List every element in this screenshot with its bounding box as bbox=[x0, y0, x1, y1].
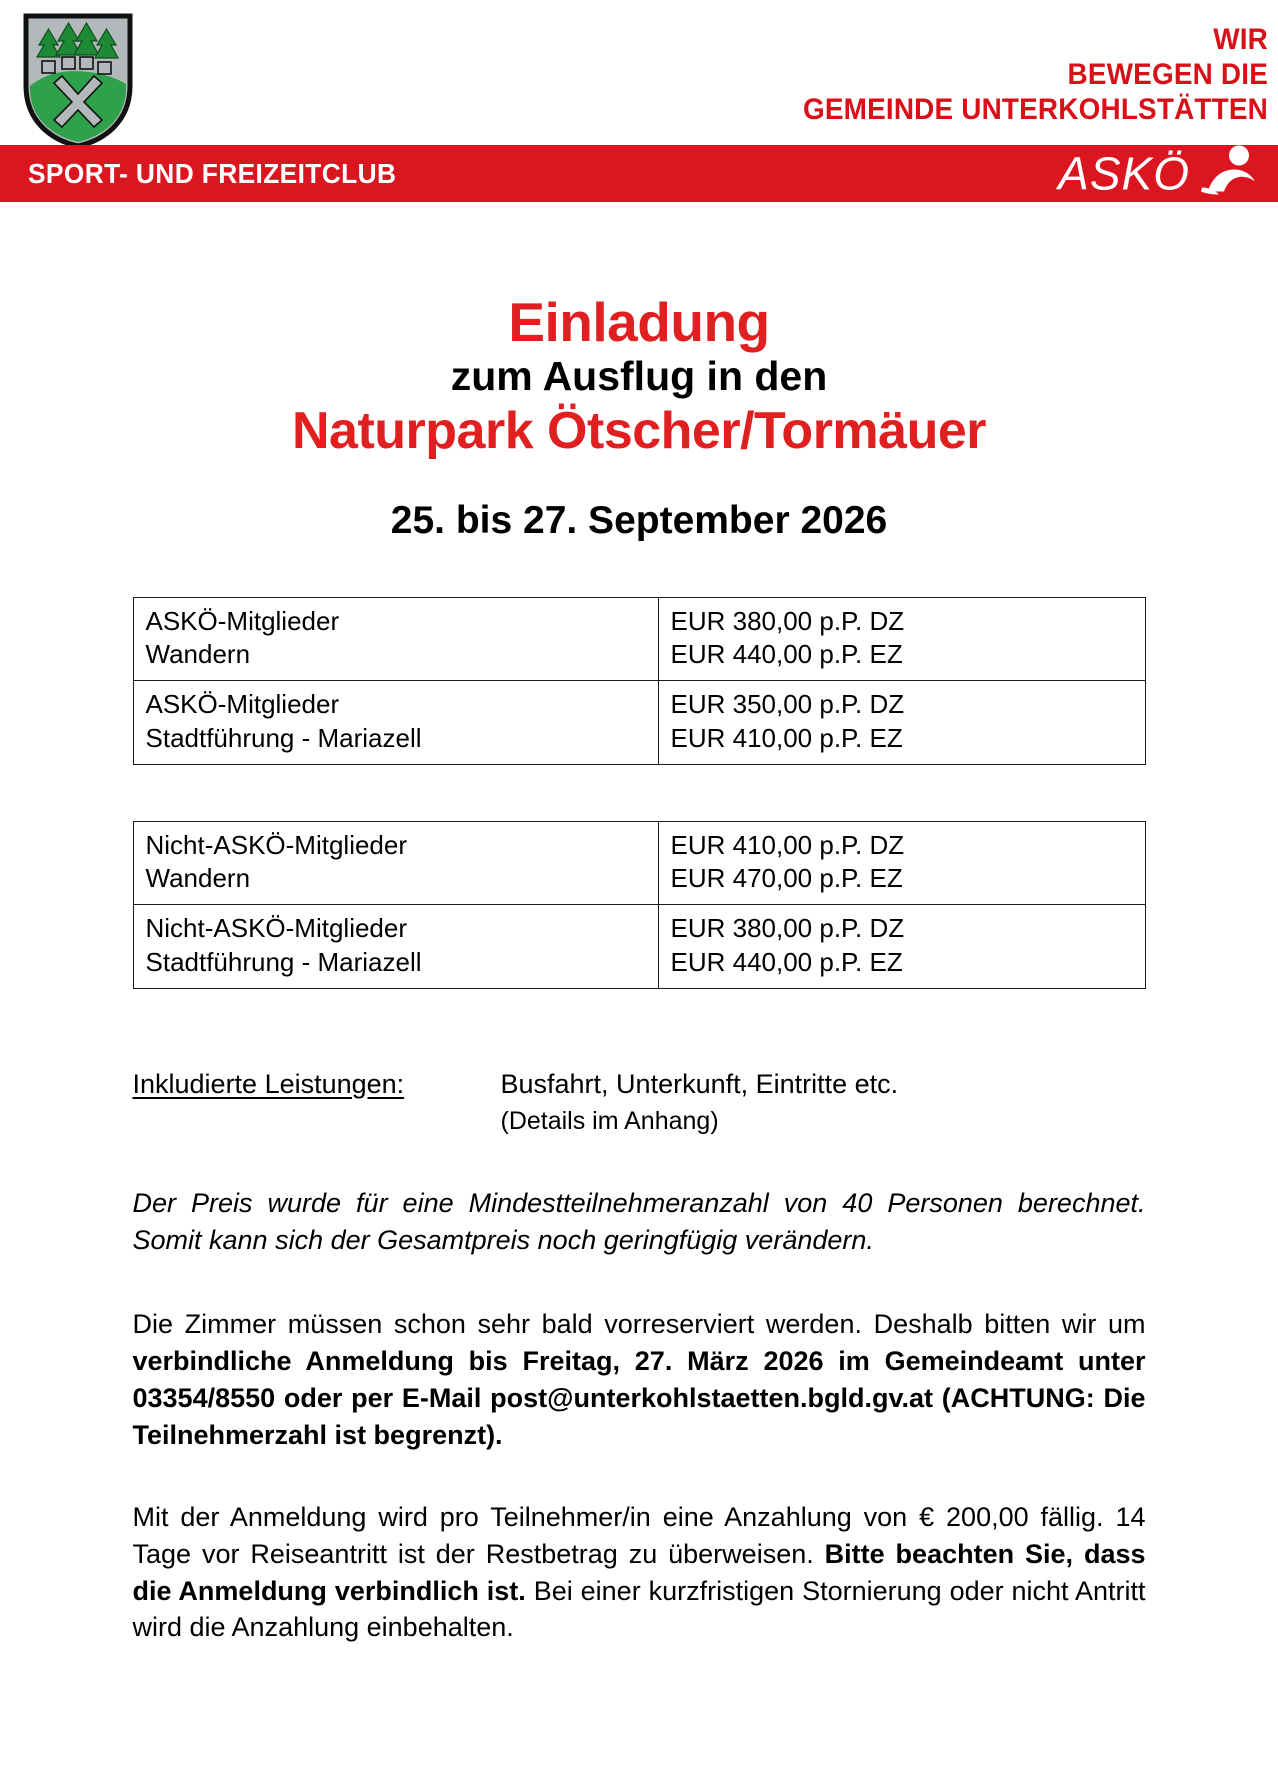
title-block bbox=[0, 291, 1278, 543]
activity-name: Wandern bbox=[145, 638, 251, 669]
deposit-text-tail: Bei einer kurzfristigen Stornierung oder nicht Antritt wird die Anzahlung einbehalten. bbox=[132, 1575, 1146, 1643]
price-calculation-note: Der Preis wurde für eine Mindestteilnehmeranzahl von 40 Personen berechnet. Somit kann sich der Gesamtpreis noch geringfügig verändern. bbox=[132, 1188, 1146, 1255]
price-cell bbox=[658, 821, 1145, 905]
price-single-room: EUR 470,00 p.P. EZ bbox=[670, 863, 903, 894]
price-double-room: EUR 380,00 p.P. DZ bbox=[670, 605, 905, 636]
member-group-cell bbox=[133, 681, 658, 765]
included-services-note: (Details im Anhang) bbox=[500, 1107, 719, 1136]
price-single-room: EUR 410,00 p.P. EZ bbox=[670, 722, 903, 753]
member-group-cell bbox=[133, 821, 658, 905]
table-row bbox=[133, 681, 1145, 765]
price-double-room: EUR 350,00 p.P. DZ bbox=[670, 689, 905, 720]
activity-name: Stadtführung - Mariazell bbox=[145, 946, 422, 977]
activity-name: Wandern bbox=[145, 863, 251, 894]
table-row bbox=[133, 597, 1145, 681]
table-row bbox=[133, 905, 1145, 989]
included-services-row bbox=[133, 1066, 1146, 1139]
deposit-paragraph bbox=[133, 1499, 1146, 1646]
reservation-text-bold: verbindliche Anmeldung bis Freitag, 27. März 2026 im Gemeindeamt unter 03354/8550 oder per E-Mail post@unterkohlstaetten.bgld.gv.at (ACHTUNG: Die Teilnehmerzahl ist begrenzt). bbox=[132, 1346, 1146, 1450]
activity-name: Stadtführung - Mariazell bbox=[145, 722, 422, 753]
price-double-room: EUR 410,00 p.P. DZ bbox=[670, 829, 905, 860]
reservation-paragraph bbox=[133, 1306, 1146, 1453]
slogan-line-1: WIR bbox=[1213, 23, 1268, 56]
municipality-slogan bbox=[803, 22, 1268, 127]
document-body bbox=[133, 1066, 1146, 1646]
group-name: Nicht-ASKÖ-Mitglieder bbox=[145, 829, 408, 860]
coat-of-arms-icon bbox=[18, 12, 138, 150]
page-title: Einladung bbox=[508, 291, 770, 353]
running-figure-icon bbox=[1198, 143, 1260, 204]
deposit-text-bold: Bitte beachten Sie, dass die Anmeldung verbindlich ist. bbox=[132, 1539, 1146, 1606]
included-services-values bbox=[501, 1066, 899, 1139]
page-header bbox=[0, 0, 1278, 145]
brand-red-bar bbox=[0, 145, 1278, 202]
asko-member-price-table bbox=[133, 597, 1146, 765]
group-name: Nicht-ASKÖ-Mitglieder bbox=[145, 913, 408, 944]
table-row bbox=[133, 821, 1145, 905]
included-services-value: Busfahrt, Unterkunft, Eintritte etc. bbox=[500, 1068, 899, 1099]
title-subtitle: zum Ausflug in den bbox=[450, 353, 828, 400]
trip-date: 25. bis 27. September 2026 bbox=[390, 498, 888, 542]
price-cell bbox=[658, 905, 1145, 989]
member-group-cell bbox=[133, 597, 658, 681]
included-services-label: Inkludierte Leistungen: bbox=[132, 1068, 405, 1099]
price-single-room: EUR 440,00 p.P. EZ bbox=[670, 946, 903, 977]
reservation-text-lead: Die Zimmer müssen schon sehr bald vorreserviert werden. Deshalb bitten wir um bbox=[132, 1309, 1146, 1340]
price-cell bbox=[658, 681, 1145, 765]
group-name: ASKÖ-Mitglieder bbox=[145, 605, 340, 636]
member-group-cell bbox=[133, 905, 658, 989]
slogan-line-2: BEWEGEN DIE bbox=[1067, 58, 1268, 92]
price-double-room: EUR 380,00 p.P. DZ bbox=[670, 913, 905, 944]
slogan-line-3: GEMEINDE UNTERKOHLSTÄTTEN bbox=[803, 93, 1268, 127]
title-destination: Naturpark Ötscher/Tormäuer bbox=[291, 402, 987, 461]
price-single-room: EUR 440,00 p.P. EZ bbox=[670, 638, 903, 669]
deposit-text-lead: Mit der Anmeldung wird pro Teilnehmer/in eine Anzahlung von € 200,00 fällig. 14 Tage vor Reiseantritt ist der Restbetrag zu überweisen. bbox=[132, 1502, 1146, 1570]
asko-wordmark: ASKÖ bbox=[1058, 147, 1190, 200]
non-asko-member-price-table bbox=[133, 821, 1146, 989]
group-name: ASKÖ-Mitglieder bbox=[145, 689, 340, 720]
price-cell bbox=[658, 597, 1145, 681]
club-label: SPORT- UND FREIZEITCLUB bbox=[28, 157, 397, 189]
asko-logo bbox=[1058, 143, 1260, 204]
